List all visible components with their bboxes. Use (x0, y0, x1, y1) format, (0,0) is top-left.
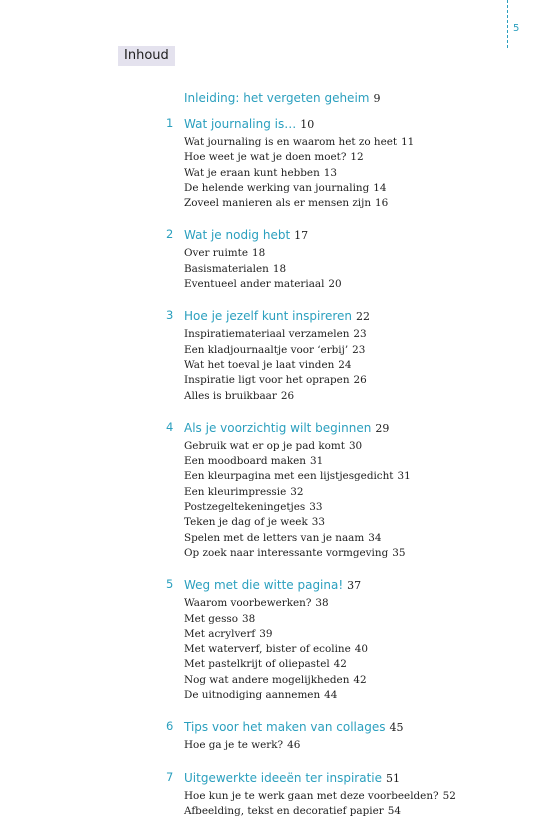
section-entry (184, 688, 550, 703)
toc-chapter (0, 767, 550, 820)
section-title: Op zoek naar interessante vormgeving (184, 546, 389, 559)
section-page: 46 (287, 739, 301, 752)
section-title: De helende werking van journaling (184, 181, 370, 194)
section-title: Wat journaling is en waarom het zo heet (184, 136, 398, 148)
page-number: 5 (513, 23, 520, 34)
intro-page: 9 (373, 92, 381, 105)
toc-chapter (0, 305, 550, 403)
section-entry (184, 531, 550, 546)
section-entry (184, 262, 550, 277)
chapter-page: 22 (356, 310, 371, 324)
toc-chapter (0, 716, 550, 753)
section-entry (184, 150, 550, 165)
section-entry (184, 166, 550, 181)
section-page: 42 (353, 673, 367, 686)
section-page: 12 (350, 151, 364, 164)
section-title: Eventueel ander materiaal (184, 278, 325, 291)
chapter-title: Tips voor het maken van collages (184, 720, 386, 735)
section-list (0, 596, 550, 703)
chapter-title-row (184, 574, 550, 596)
section-entry (184, 181, 550, 196)
section-entry (184, 738, 550, 753)
section-entry (184, 358, 550, 373)
section-title: Wat het toeval je laat vinden (184, 358, 335, 371)
section-title: Met waterverf, bister of ecoline (184, 643, 351, 656)
chapter-page: 29 (375, 421, 390, 435)
section-entry (184, 612, 550, 627)
section-page: 26 (353, 374, 367, 387)
section-list (0, 789, 550, 820)
section-page: 13 (323, 166, 338, 179)
section-page: 18 (251, 247, 266, 260)
section-entry (184, 596, 550, 611)
chapter-title: Als je voorzichtig wilt beginnen (184, 420, 372, 435)
section-entry (184, 673, 550, 688)
section-title: Alles is bruikbaar (184, 389, 277, 402)
page-edge-rule (507, 0, 508, 48)
section-entry (184, 196, 550, 211)
chapter-page: 10 (300, 118, 315, 131)
section-page: 33 (309, 501, 323, 514)
section-page: 54 (387, 804, 401, 817)
intro-title: Inleiding: het vergeten geheim (184, 91, 370, 105)
section-entry (184, 657, 550, 672)
section-page: 39 (259, 627, 273, 640)
chapter-title: Uitgewerkte ideeën ter inspiratie (184, 770, 383, 785)
chapter-title-row (184, 417, 550, 439)
chapter-title-row (184, 716, 550, 738)
section-entry (184, 789, 550, 804)
chapter-number: 7 (166, 769, 174, 784)
chapter-title: Wat journaling is… (184, 117, 297, 131)
chapter-number: 4 (166, 419, 174, 434)
section-title: Teken je dag of je week (184, 516, 308, 529)
section-page: 40 (354, 643, 368, 656)
chapter-number: 3 (166, 308, 174, 323)
section-list (0, 327, 550, 403)
section-title: Een kleurimpressie (184, 485, 287, 498)
chapter-page: 17 (294, 229, 309, 243)
section-page: 26 (280, 389, 295, 402)
section-page: 34 (368, 531, 382, 544)
section-entry (184, 515, 550, 530)
section-entry (184, 343, 550, 358)
section-title: Basismaterialen (184, 262, 269, 275)
toc-chapter (0, 417, 550, 561)
chapter-page: 51 (386, 771, 401, 785)
chapter-title-row (184, 305, 550, 327)
chapter-title-row (184, 767, 550, 789)
chapter-title-row (184, 113, 550, 135)
section-title: Postzegeltekeningetjes (184, 501, 306, 514)
section-entry (184, 327, 550, 342)
section-title: Wat je eraan kunt hebben (184, 166, 320, 179)
section-entry (184, 546, 550, 561)
chapter-page: 37 (347, 579, 362, 593)
section-entry (184, 469, 550, 484)
section-page: 38 (242, 612, 256, 625)
section-page: 35 (392, 546, 406, 559)
section-page: 31 (397, 470, 411, 483)
section-page: 44 (324, 689, 338, 702)
chapter-title: Weg met die witte pagina! (184, 578, 344, 593)
chapter-number: 1 (166, 116, 174, 130)
section-list (0, 439, 550, 561)
section-entry (184, 277, 550, 292)
chapter-title: Hoe je jezelf kunt inspireren (184, 309, 353, 324)
section-list (0, 738, 550, 753)
section-entry (184, 246, 550, 261)
section-title: Met gesso (184, 612, 238, 625)
section-title: Een kladjournaaltje voor ‘erbij’ (184, 343, 349, 356)
section-title: Spelen met de letters van je naam (184, 531, 365, 544)
section-entry (184, 485, 550, 500)
toc-chapter (0, 224, 550, 292)
section-entry (184, 373, 550, 388)
section-entry (184, 627, 550, 642)
section-title: Inspiratie ligt voor het oprapen (184, 374, 350, 387)
section-title: Inspiratiemateriaal verzamelen (184, 328, 350, 341)
toc-chapter (0, 574, 550, 703)
section-page: 52 (442, 789, 456, 802)
section-title: Met acrylverf (184, 627, 256, 640)
section-entry (184, 439, 550, 454)
chapter-title-row (184, 224, 550, 246)
section-entry (184, 135, 550, 150)
section-title: Afbeelding, tekst en decoratief papier (184, 804, 384, 817)
section-page: 42 (333, 658, 347, 671)
section-title: Een kleurpagina met een lijstjesgedicht (184, 470, 394, 483)
section-title: Een moodboard maken (184, 455, 306, 468)
section-entry (184, 804, 550, 819)
chapter-page: 45 (389, 721, 404, 735)
section-page: 18 (272, 262, 287, 275)
section-page: 24 (338, 358, 352, 371)
chapter-number: 6 (166, 719, 174, 734)
toc-chapter (0, 113, 550, 211)
section-list (0, 246, 550, 292)
section-entry (184, 500, 550, 515)
chapter-title: Wat je nodig hebt (184, 228, 291, 243)
section-page: 33 (311, 516, 325, 529)
toc-heading: Inhoud (118, 46, 175, 66)
section-page: 20 (328, 278, 342, 291)
section-title: Hoe ga je te werk? (184, 739, 284, 752)
section-entry (184, 642, 550, 657)
section-page: 14 (373, 181, 387, 194)
section-title: De uitnodiging aannemen (184, 689, 321, 702)
toc-intro (184, 87, 380, 109)
section-title: Hoe weet je wat je doen moet? (184, 151, 347, 164)
section-page: 31 (309, 455, 324, 468)
section-page: 32 (290, 485, 304, 498)
section-entry (184, 389, 550, 404)
section-list (0, 135, 550, 211)
section-page: 16 (375, 197, 389, 210)
section-page: 23 (353, 328, 367, 341)
chapter-number: 5 (166, 577, 174, 592)
section-page: 11 (401, 136, 415, 148)
section-page: 30 (348, 439, 363, 452)
section-title: Over ruimte (184, 247, 248, 260)
section-title: Nog wat andere mogelijkheden (184, 673, 350, 686)
section-page: 23 (352, 343, 366, 356)
section-title: Zoveel manieren als er mensen zijn (184, 197, 372, 210)
toc-chapter-list (0, 113, 550, 832)
section-title: Hoe kun je te werk gaan met deze voorbeelden? (184, 789, 439, 802)
section-entry (184, 454, 550, 469)
chapter-number: 2 (166, 227, 174, 242)
section-title: Met pastelkrijt of oliepastel (184, 658, 330, 671)
section-title: Gebruik wat er op je pad komt (184, 439, 345, 452)
section-title: Waarom voorbewerken? (184, 597, 312, 610)
section-page: 38 (315, 597, 329, 610)
